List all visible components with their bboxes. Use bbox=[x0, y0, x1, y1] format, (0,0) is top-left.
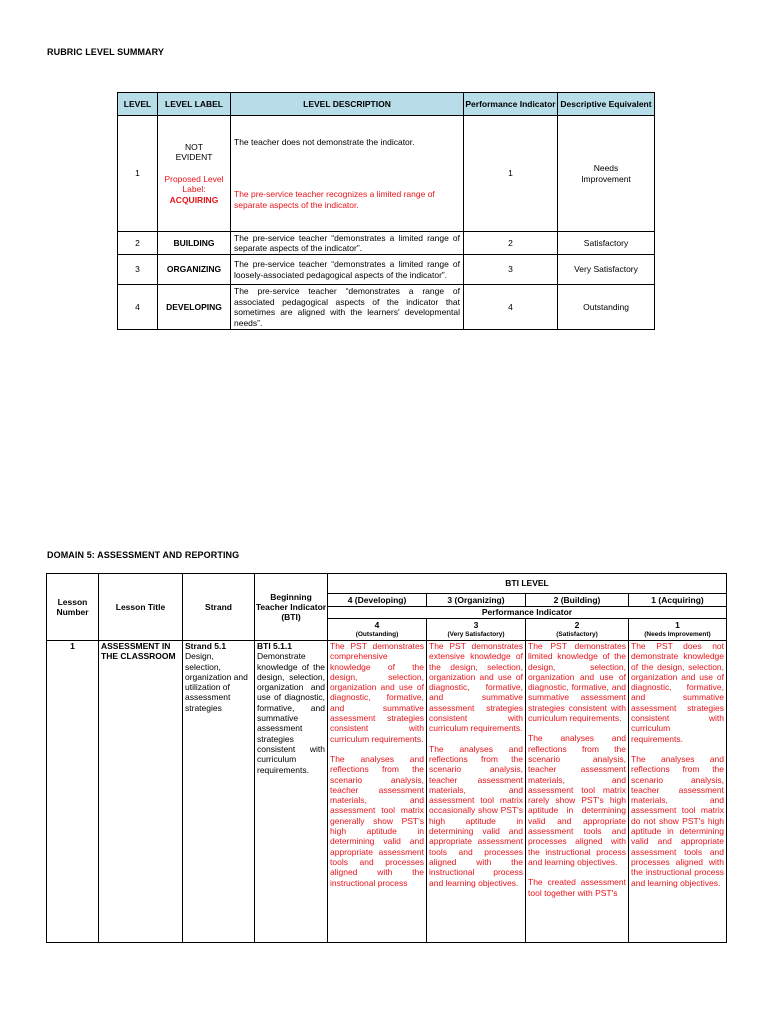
header-level-label: LEVEL LABEL bbox=[158, 93, 231, 116]
proposed-note: Proposed Level Label: bbox=[164, 173, 224, 195]
level-1-header: 1 (Acquiring) bbox=[629, 594, 727, 607]
level-1-analysis: The analyses and reflections from the scenario analysis, teacher assessment materials, and assessment tool matrix do not show PST's high aptitude in determining valid and appropriate assessment tools and processes aligned with the instructional process and learning objectives. bbox=[631, 753, 725, 888]
level-description-cell bbox=[231, 116, 464, 232]
level-2-analysis: The analyses and reflections from the scenario analysis, teacher assessment materials, and assessment tool matrix rarely show PST's high aptitude in determining valid and appropriate assessment tools and processes aligned with the instructional process and learning objectives. bbox=[528, 733, 626, 867]
strand-cell bbox=[183, 641, 255, 943]
pi-4-number: 4 bbox=[374, 620, 380, 631]
level-1-cell bbox=[629, 641, 727, 943]
strand-code: Strand 5.1 bbox=[185, 641, 227, 651]
level-label-cell: BUILDING bbox=[158, 232, 231, 255]
bti-level-header: BTI LEVEL bbox=[328, 574, 727, 594]
bti-code: BTI 5.1.1 bbox=[257, 641, 292, 651]
header-descriptive-equivalent: Descriptive Equivalent bbox=[558, 93, 655, 116]
level-cell: 1 bbox=[118, 116, 158, 232]
level-cell: 4 bbox=[118, 285, 158, 330]
pi-2-label: (Satisfactory) bbox=[556, 630, 598, 638]
descriptive-equivalent: Needs Improvement bbox=[581, 163, 631, 184]
level-label-cell bbox=[158, 116, 231, 232]
performance-indicator-cell: 4 bbox=[464, 285, 558, 330]
pi-1-number: 1 bbox=[675, 620, 680, 631]
level-description-cell: The pre-service teacher “demonstrates a limited range of loosely-associated pedagogical aspects of the indicator”. bbox=[231, 255, 464, 285]
descriptive-equivalent-cell bbox=[558, 116, 655, 232]
bti-text: Demonstrate knowledge of the design, selection, organization and use of diagnostic, formative, and summative assessment strategies consistent with curriculum requirements. bbox=[257, 651, 325, 775]
rubric-row-4 bbox=[118, 285, 655, 330]
rubric-row-2 bbox=[118, 232, 655, 255]
col-bti: Beginning Teacher Indicator (BTI) bbox=[255, 574, 328, 641]
rubric-row-1 bbox=[118, 116, 655, 232]
level-label-cell: DEVELOPING bbox=[158, 285, 231, 330]
col-strand: Strand bbox=[183, 574, 255, 641]
pi-3-label: (Very Satisfactory) bbox=[447, 630, 505, 638]
lesson-row bbox=[47, 641, 727, 943]
strand-text: Design, selection, organization and utilization of assessment strategies bbox=[185, 651, 248, 713]
descriptive-equivalent-cell: Satisfactory bbox=[558, 232, 655, 255]
level-4-cell bbox=[328, 641, 427, 943]
pi-2-number: 2 bbox=[574, 620, 580, 631]
level-2-created-tool: The created assessment tool together with PST's bbox=[528, 877, 626, 898]
level-2-knowledge: The PST demonstrates limited knowledge of the design, selection, organization and use of diagnostic, formative, and summative assessment strategies consistent with curriculum requirements. bbox=[528, 641, 626, 724]
descriptive-equivalent-cell: Outstanding bbox=[558, 285, 655, 330]
descriptive-equivalent-cell: Very Satisfactory bbox=[558, 255, 655, 285]
level-cell: 2 bbox=[118, 232, 158, 255]
level-3-header: 3 (Organizing) bbox=[427, 594, 526, 607]
performance-indicator-cell: 2 bbox=[464, 232, 558, 255]
col-lesson-title: Lesson Title bbox=[99, 574, 183, 641]
performance-indicator-cell: 3 bbox=[464, 255, 558, 285]
lesson-title: ASSESSMENT IN THE CLASSROOM bbox=[99, 641, 183, 943]
level-cell: 3 bbox=[118, 255, 158, 285]
performance-indicator-cell: 1 bbox=[464, 116, 558, 232]
level-4-analysis: The analyses and reflections from the scenario analysis, teacher assessment materials, and assessment tool matrix generally show PST's high aptitude in determining valid and appropriate assessment tools and processes aligned with the instructional process bbox=[330, 753, 424, 888]
level-2-cell bbox=[526, 641, 629, 943]
pi-3-number: 3 bbox=[473, 620, 479, 631]
pi-1-label: (Needs Improvement) bbox=[644, 630, 711, 638]
rubric-header-row bbox=[118, 93, 655, 116]
level-description-cell: The pre-service teacher “demonstrates a range of associated pedagogical aspects of the indicator that sometimes are aligned with the learners' developmental needs”. bbox=[231, 285, 464, 330]
rubric-heading: RUBRIC LEVEL SUMMARY bbox=[47, 47, 165, 57]
level-3-cell bbox=[427, 641, 526, 943]
level-description-proposed: The pre-service teacher recognizes a limited range of separate aspects of the indicator. bbox=[234, 189, 435, 210]
level-4-header: 4 (Developing) bbox=[328, 594, 427, 607]
level-description-cell: The pre-service teacher “demonstrates a limited range of separate aspects of the indicator”. bbox=[231, 232, 464, 255]
pi-3-cell bbox=[427, 619, 526, 641]
header-performance-indicator: Performance Indicator bbox=[464, 93, 558, 116]
domain-heading: DOMAIN 5: ASSESSMENT AND REPORTING bbox=[47, 550, 240, 560]
performance-indicator-header: Performance Indicator bbox=[328, 607, 727, 619]
rubric-level-table bbox=[117, 92, 655, 330]
level-2-header: 2 (Building) bbox=[526, 594, 629, 607]
level-label-cell: ORGANIZING bbox=[158, 255, 231, 285]
pi-4-label: (Outstanding) bbox=[355, 630, 399, 638]
level-4-knowledge: The PST demonstrates comprehensive knowledge of the design, selection, organization and use of diagnostic, formative, and summative assessment strategies consistent with curriculum requirements. bbox=[330, 641, 424, 744]
pi-4-cell bbox=[328, 619, 427, 641]
header-level-description: LEVEL DESCRIPTION bbox=[231, 93, 464, 116]
level-label: NOT EVIDENT bbox=[175, 141, 213, 163]
proposed-label: ACQUIRING bbox=[169, 194, 219, 205]
pi-2-cell bbox=[526, 619, 629, 641]
pi-1-cell bbox=[629, 619, 727, 641]
domain-header-row-1 bbox=[47, 574, 727, 594]
level-1-knowledge: The PST does not demonstrate knowledge of the design, selection, organization and use of diagnostic, formative, and summative assessment strategies consistent with curriculum requirements. bbox=[631, 641, 725, 744]
bti-cell bbox=[255, 641, 328, 943]
level-description: The teacher does not demonstrate the indicator. bbox=[234, 136, 415, 147]
level-3-knowledge: The PST demonstrates extensive knowledge of the design, selection, organization and use of diagnostic, formative, and summative assessment strategies consistent with curriculum requirements. bbox=[429, 641, 523, 734]
level-3-analysis: The analyses and reflections from the scenario analysis, teacher assessment materials, and assessment tool matrix occasionally show PST's high aptitude in determining valid and appropriate assessment tools and processes aligned with the instructional process and learning objectives. bbox=[429, 743, 523, 888]
lesson-number: 1 bbox=[47, 641, 99, 943]
domain-assessment-table bbox=[46, 573, 727, 943]
col-lesson-number: Lesson Number bbox=[47, 574, 99, 641]
header-level: LEVEL bbox=[118, 93, 158, 116]
rubric-row-3 bbox=[118, 255, 655, 285]
